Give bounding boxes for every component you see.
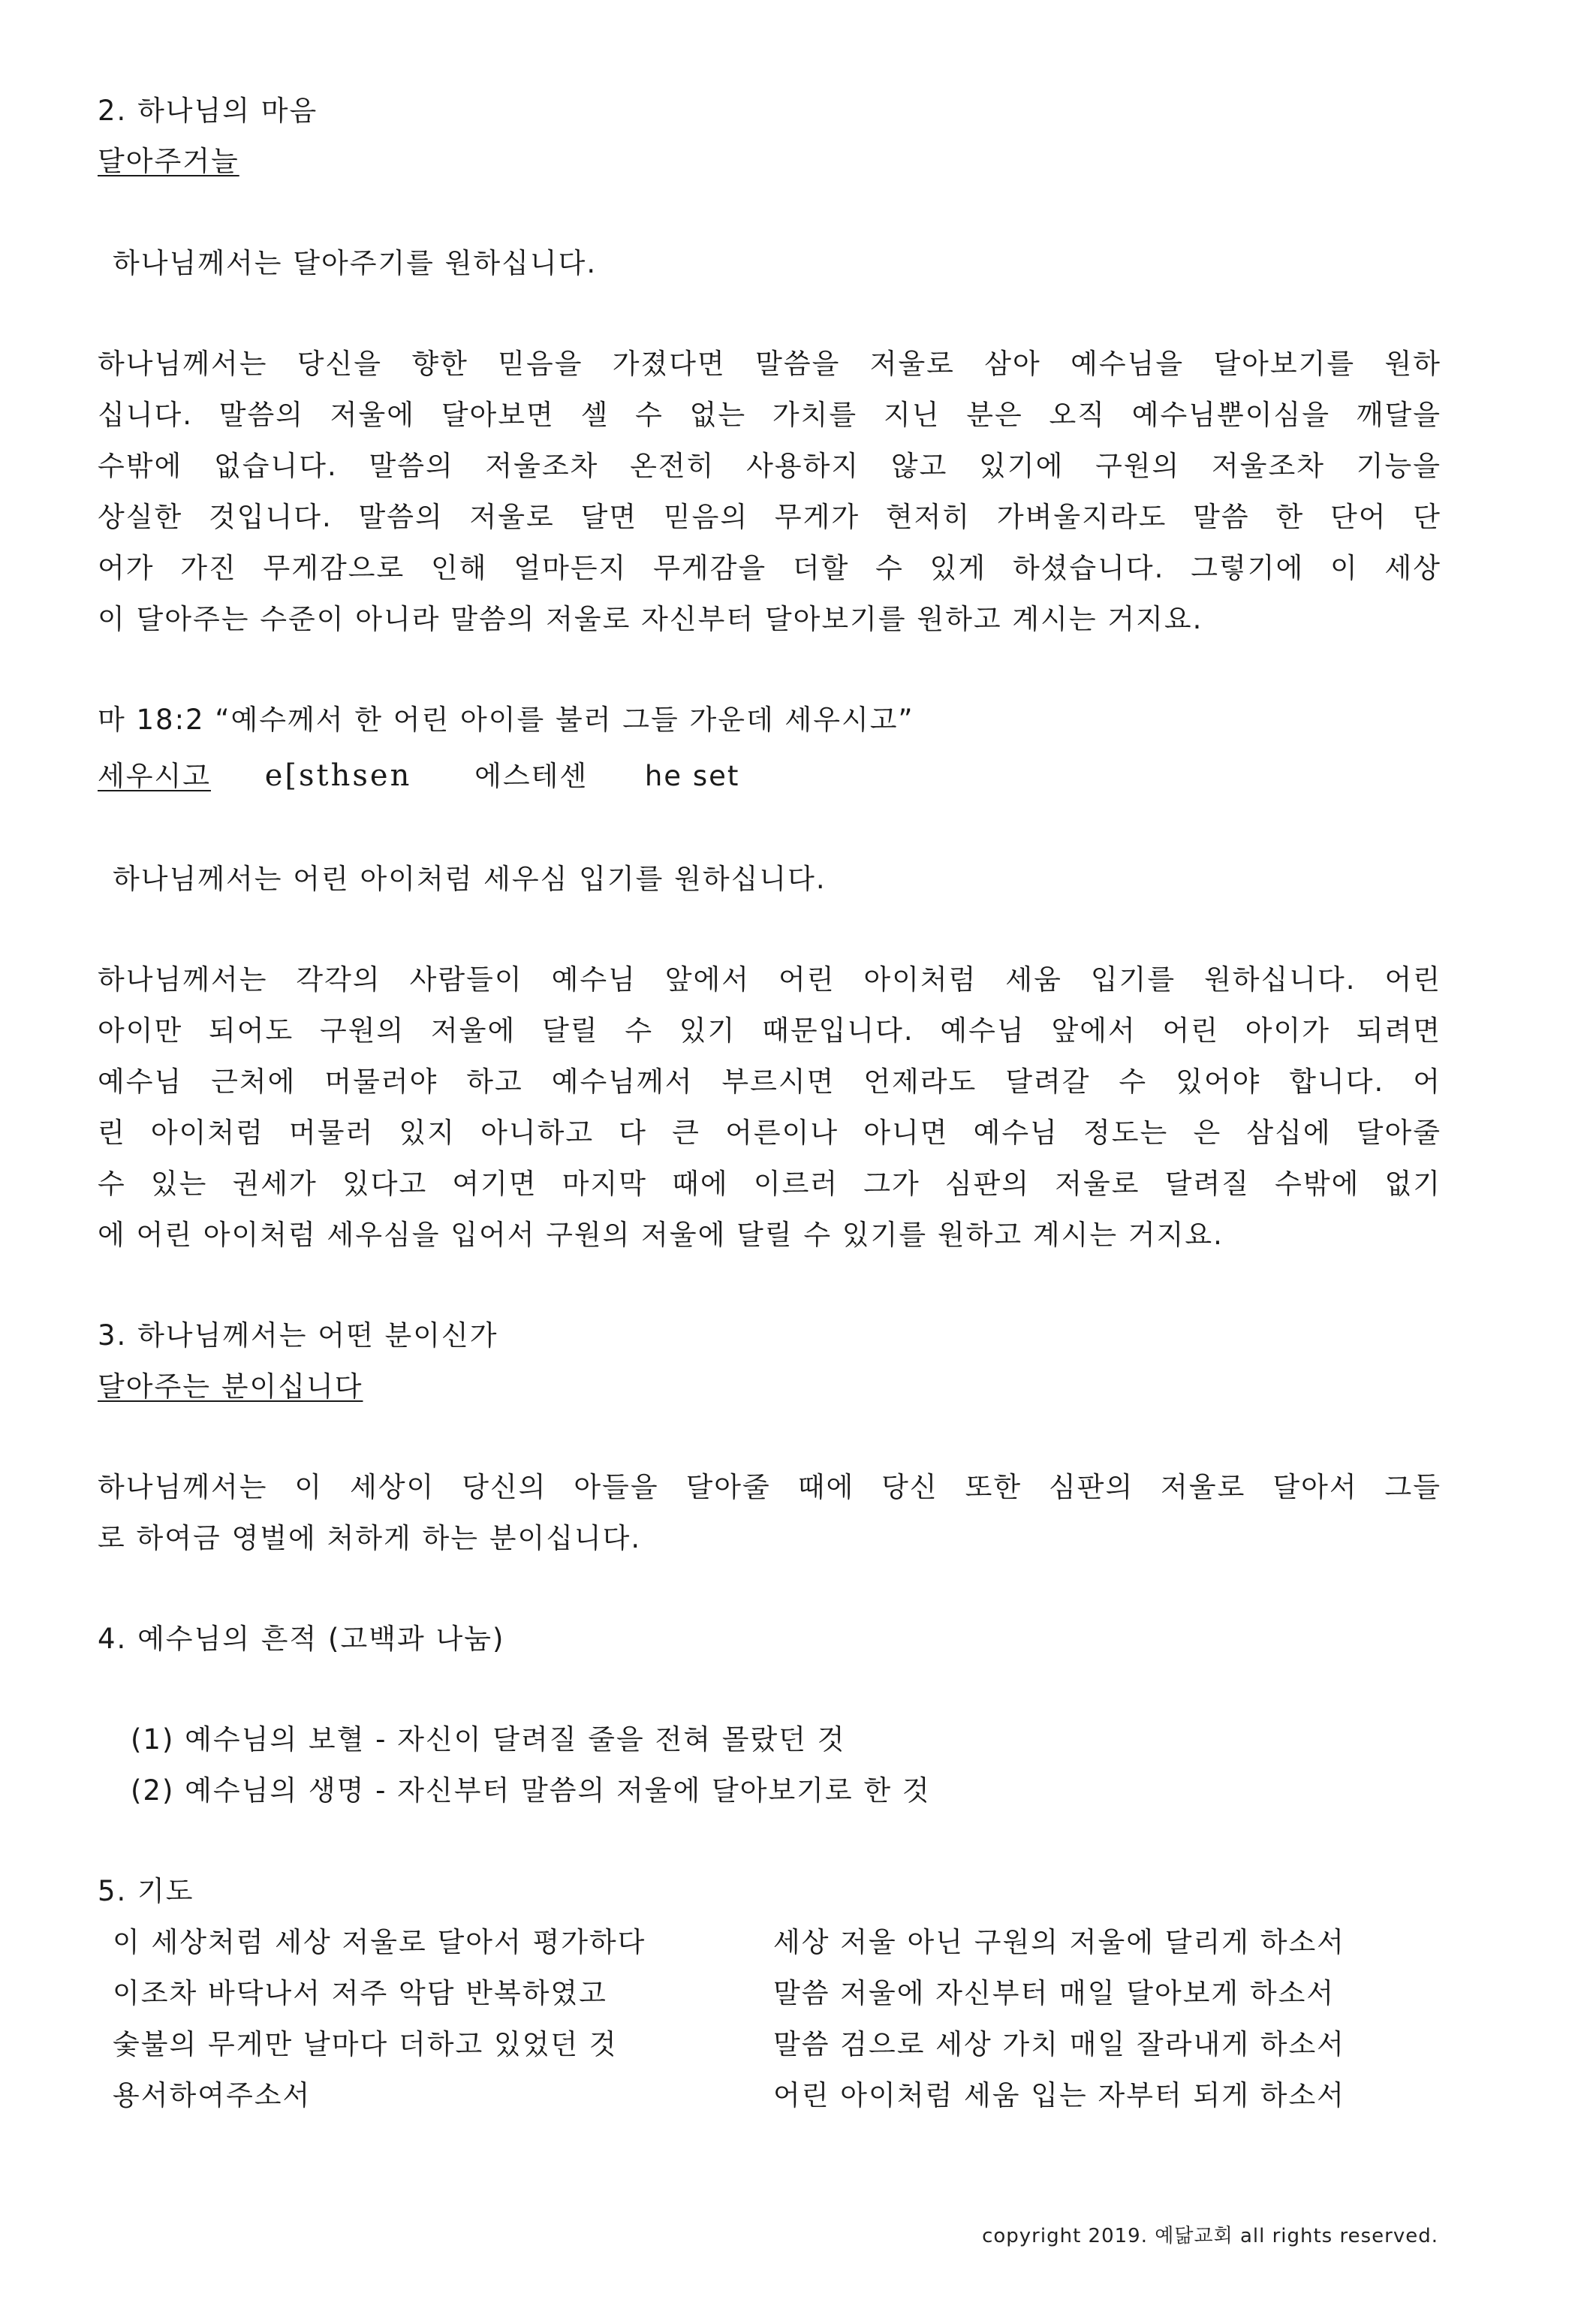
word-english: he set xyxy=(644,760,740,792)
section-3-subheading: 달아주는 분이십니다 xyxy=(98,1370,363,1403)
paragraph-line: 하나님께서는 이 세상이 당신의 아들을 달아줄 때에 당신 또한 심판의 저울로 달아서 그들 xyxy=(98,1471,1441,1503)
prayer-right-line: 세상 저울 아닌 구원의 저울에 달리게 하소서 xyxy=(773,1926,1345,1958)
list-item: (1) 예수님의 보혈 - 자신이 달려질 줄을 전혀 몰랐던 것 xyxy=(131,1723,846,1756)
bible-verse: 마 18:2 “예수께서 한 어린 아이를 불러 그들 가운데 세우시고” xyxy=(98,704,914,736)
section-2-subheading: 달아주거늘 xyxy=(98,145,239,177)
paragraph-line: 하나님께서는 각각의 사람들이 예수님 앞에서 어린 아이처럼 세움 입기를 원하십니다. 어린 xyxy=(98,963,1441,996)
paragraph-line: 예수님 근처에 머물러야 하고 예수님께서 부르시면 언제라도 달려갈 수 있어야 합니다. 어 xyxy=(98,1066,1441,1098)
section-5-heading: 5. 기도 xyxy=(98,1875,194,1907)
prayer-left-line: 이 세상처럼 세상 저울로 달아서 평가하다 xyxy=(113,1926,646,1958)
copyright-footer: copyright 2019. 예닮교회 all rights reserved. xyxy=(982,2225,1438,2247)
paragraph-line: 하나님께서는 당신을 향한 믿음을 가졌다면 말씀을 저울로 삼아 예수님을 달아보기를 원하 xyxy=(98,348,1441,380)
paragraph-line: 이 달아주는 수준이 아니라 말씀의 저울로 자신부터 달아보기를 원하고 계시는 거지요. xyxy=(98,603,1203,635)
word-study-row xyxy=(98,757,739,795)
paragraph-line: 상실한 것입니다. 말씀의 저울로 달면 믿음의 무게가 현저히 가벼울지라도 말씀 한 단어 단 xyxy=(98,501,1441,533)
paragraph-line: 수 있는 권세가 있다고 여기면 마지막 때에 이르러 그가 심판의 저울로 달려질 수밖에 없기 xyxy=(98,1168,1441,1200)
section-2-summary: 하나님께서는 달아주기를 원하십니다. xyxy=(113,247,598,279)
paragraph-line: 로 하여금 영벌에 처하게 하는 분이십니다. xyxy=(98,1522,642,1554)
prayer-left-line: 숯불의 무게만 날마다 더하고 있었던 것 xyxy=(113,2028,618,2060)
paragraph-line: 십니다. 말씀의 저울에 달아보면 셀 수 없는 가치를 지닌 분은 오직 예수님뿐이심을 깨달을 xyxy=(98,399,1441,431)
paragraph-line: 린 아이처럼 머물러 있지 아니하고 다 큰 어른이나 아니면 예수님 정도는 은 삼십에 달아줄 xyxy=(98,1117,1441,1149)
section-4-heading: 4. 예수님의 흔적 (고백과 나눔) xyxy=(98,1623,505,1655)
prayer-left-line: 용서하여주소서 xyxy=(113,2079,312,2111)
prayer-right-line: 말씀 검으로 세상 가치 매일 잘라내게 하소서 xyxy=(773,2028,1345,2060)
paragraph-line: 어가 가진 무게감으로 인해 얼마든지 무게감을 더할 수 있게 하셨습니다. 그렇기에 이 세상 xyxy=(98,552,1441,584)
prayer-left-line: 이조차 바닥나서 저주 악담 반복하였고 xyxy=(113,1977,607,2009)
section-2-heading: 2. 하나님의 마음 xyxy=(98,95,318,127)
prayer-right-line: 어린 아이처럼 세움 입는 자부터 되게 하소서 xyxy=(773,2079,1345,2111)
section-3-heading: 3. 하나님께서는 어떤 분이신가 xyxy=(98,1319,498,1352)
paragraph-line: 아이만 되어도 구원의 저울에 달릴 수 있기 때문입니다. 예수님 앞에서 어린 아이가 되려면 xyxy=(98,1014,1441,1047)
paragraph-line: 에 어린 아이처럼 세우심을 입어서 구원의 저울에 달릴 수 있기를 원하고 계시는 거지요. xyxy=(98,1219,1224,1251)
word-korean: 세우시고 xyxy=(98,760,211,792)
prayer-right-line: 말씀 저울에 자신부터 매일 달아보게 하소서 xyxy=(773,1977,1336,2009)
paragraph-line: 수밖에 없습니다. 말씀의 저울조차 온전히 사용하지 않고 있기에 구원의 저울조차 기능을 xyxy=(98,450,1441,482)
list-item: (2) 예수님의 생명 - 자신부터 말씀의 저울에 달아보기로 한 것 xyxy=(131,1774,931,1807)
word-transliteration: 에스테센 xyxy=(474,760,589,792)
section-2-summary-2: 하나님께서는 어린 아이처럼 세우심 입기를 원하십니다. xyxy=(113,863,827,895)
word-greek: e[sthsen xyxy=(264,758,412,793)
